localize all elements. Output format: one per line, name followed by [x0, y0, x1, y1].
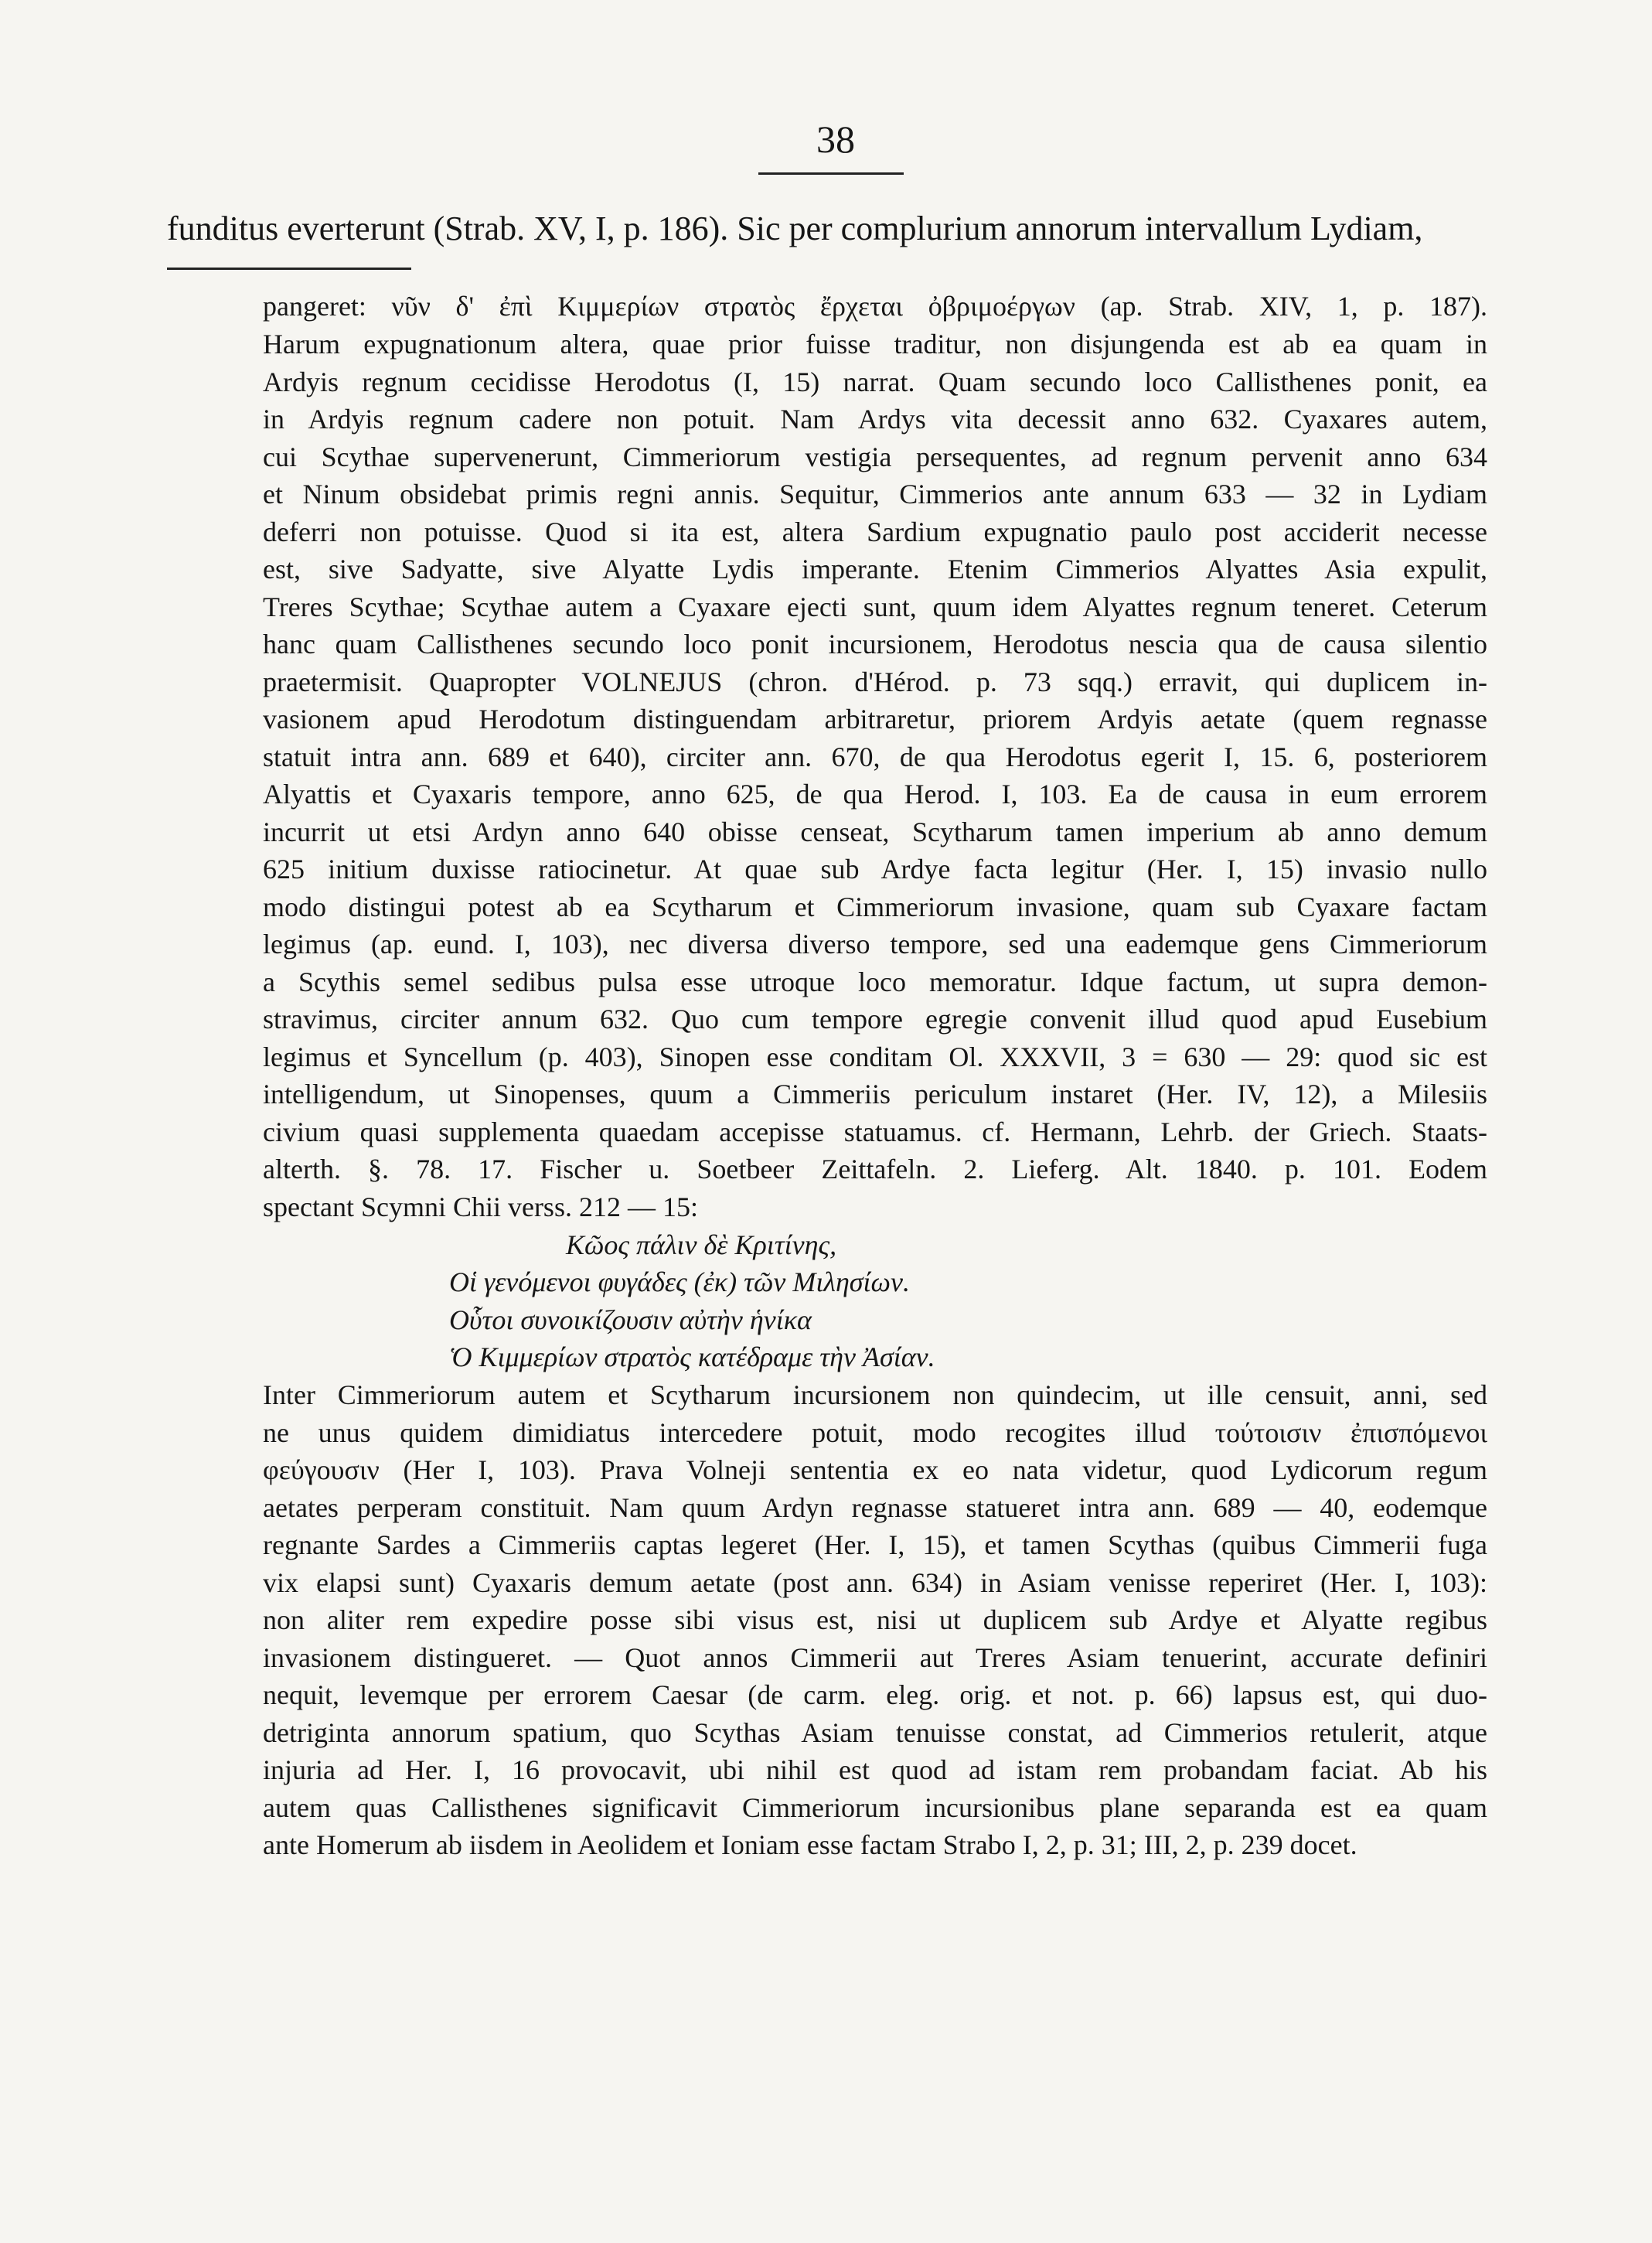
footnote-line: φεύγουσιν (Her I, 103). Prava Volneji sententia ex eo nata videtur, quod Lydicorum regum [263, 1454, 1487, 1485]
footnote-line: autem quas Callisthenes significavit Cimmeriorum incursionibus plane separanda est ea quam [263, 1792, 1487, 1823]
footnote-separator [167, 268, 411, 270]
footnote-line: injuria ad Her. I, 16 provocavit, ubi nihil est quod ad istam rem probandam faciat. Ab his [263, 1754, 1487, 1785]
footnote-line: Inter Cimmeriorum autem et Scytharum incursionem non quindecim, ut ille censuit, anni, sed [263, 1379, 1487, 1410]
footnote-line: praetermisit. Quapropter VOLNEJUS (chron. d'Hérod. p. 73 sqq.) erravit, qui duplicem in- [263, 666, 1487, 697]
footnote-line: invasionem distingueret. — Quot annos Cimmerii aut Treres Asiam tenuerint, accurate definiri [263, 1642, 1487, 1673]
footnote-line: vix elapsi sunt) Cyaxaris demum aetate (post ann. 634) in Asiam venisse reperiret (Her. I, 103): [263, 1567, 1487, 1598]
footnote-line: pangeret: νῦν δ' ἐπὶ Κιμμερίων στρατὸς ἔρχεται ὀβριμοέργων (ap. Strab. XIV, 1, p. 187). [263, 291, 1487, 322]
footnote-line: modo distingui potest ab ea Scytharum et Cimmeriorum invasione, quam sub Cyaxare factam [263, 891, 1487, 922]
footnote-line: incurrit ut etsi Ardyn anno 640 obisse censeat, Scytharum tamen imperium ab anno demum [263, 816, 1487, 847]
page-number: 38 [816, 118, 855, 161]
footnote-line: civium quasi supplementa quaedam accepisse statuamus. cf. Hermann, Lehrb. der Griech. Staats- [263, 1116, 1487, 1147]
footnote-line: ne unus quidem dimidiatus intercedere potuit, modo recogites illud τούτοισιν ἐπισπόμενοι [263, 1417, 1487, 1448]
footnote-line: Ardyis regnum cecidisse Herodotus (I, 15) narrat. Quam secundo loco Callisthenes ponit, ea [263, 366, 1487, 397]
footnote-line: Alyattis et Cyaxaris tempore, anno 625, de qua Herod. I, 103. Ea de causa in eum errorem [263, 779, 1487, 810]
verse-line: Ὁ Κιμμερίων στρατὸς κατέδραμε τὴν Ἀσίαν. [449, 1341, 935, 1372]
footnote-line: deferri non potuisse. Quod si ita est, altera Sardium expugnatio paulo post acciderit necesse [263, 516, 1487, 547]
footnote-line: legimus et Syncellum (p. 403), Sinopen esse conditam Ol. XXXVII, 3 = 630 — 29: quod sic est [263, 1041, 1487, 1072]
footnote-line: hanc quam Callisthenes secundo loco ponit incursionem, Herodotus nescia qua de causa silentio [263, 629, 1487, 660]
footnote-line: spectant Scymni Chii verss. 212 — 15: [263, 1191, 698, 1222]
footnote-line: Treres Scythae; Scythae autem a Cyaxare ejecti sunt, quum idem Alyattes regnum teneret. Ceterum [263, 591, 1487, 622]
footnote-line: in Ardyis regnum cadere non potuit. Nam Ardys vita decessit anno 632. Cyaxares autem, [263, 404, 1487, 435]
footnote-line: nequit, levemque per errorem Caesar (de carm. eleg. orig. et not. p. 66) lapsus est, qui duo- [263, 1679, 1487, 1710]
footnote-line: stravimus, circiter annum 632. Quo cum tempore egregie convenit illud quod apud Eusebium [263, 1004, 1487, 1035]
footnote-line: ante Homerum ab iisdem in Aeolidem et Ioniam esse factam Strabo I, 2, p. 31; III, 2, p. 239 docet. [263, 1829, 1357, 1860]
verse-line: Οἱ γενόμενοι φυγάδες (ἐκ) τῶν Μιλησίων. [449, 1266, 910, 1297]
footnote-line: Harum expugnationum altera, quae prior fuisse traditur, non disjungenda est ab ea quam in [263, 329, 1487, 360]
footnote-line: non aliter rem expedire posse sibi visus est, nisi ut duplicem sub Ardye et Alyatte regibus [263, 1604, 1487, 1635]
footnote-line: intelligendum, ut Sinopenses, quum a Cimmeriis periculum instaret (Her. IV, 12), a Milesiis [263, 1079, 1487, 1110]
footnote-line: 625 initium duxisse ratiocinetur. At quae sub Ardye facta legitur (Her. I, 15) invasio nullo [263, 854, 1487, 885]
footnote-line: statuit intra ann. 689 et 640), circiter ann. 670, de qua Herodotus egerit I, 15. 6, posteriorem [263, 741, 1487, 772]
footnote-line: aetates perperam constituit. Nam quum Ardyn regnasse statueret intra ann. 689 — 40, eodemque [263, 1492, 1487, 1523]
footnote-line: a Scythis semel sedibus pulsa esse utroque loco memoratur. Idque factum, ut supra demon- [263, 966, 1487, 997]
footnote-line: legimus (ap. eund. I, 103), nec diversa diverso tempore, sed una eademque gens Cimmeriorum [263, 929, 1487, 960]
main-text-line: funditus everterunt (Strab. XV, I, p. 186). Sic per complurium annorum intervallum Lydiam, [167, 210, 1423, 247]
footnote-line: et Ninum obsidebat primis regni annis. Sequitur, Cimmerios ante annum 633 — 32 in Lydiam [263, 479, 1487, 510]
verse-line: Οὗτοι συνοικίζουσιν αὐτὴν ἡνίκα [449, 1304, 812, 1335]
page-number-rule [758, 172, 904, 175]
verse-line: Κῶος πάλιν δὲ Κριτίνης, [566, 1229, 837, 1260]
footnote-line: detriginta annorum spatium, quo Scythas Asiam tenuisse constat, ad Cimmerios retulerit, atque [263, 1717, 1487, 1748]
footnote-line: vasionem apud Herodotum distinguendam arbitraretur, priorem Ardyis aetate (quem regnasse [263, 704, 1487, 735]
footnote-line: est, sive Sadyatte, sive Alyatte Lydis imperante. Etenim Cimmerios Alyattes Asia expulit, [263, 554, 1487, 585]
footnote-line: cui Scythae supervenerunt, Cimmeriorum vestigia persequentes, ad regnum pervenit anno 634 [263, 441, 1487, 472]
footnote-line: regnante Sardes a Cimmeriis captas legeret (Her. I, 15), et tamen Scythas (quibus Cimmerii fuga [263, 1529, 1487, 1560]
footnote-line: alterth. §. 78. 17. Fischer u. Soetbeer Zeittafeln. 2. Lieferg. Alt. 1840. p. 101. Eodem [263, 1154, 1487, 1185]
